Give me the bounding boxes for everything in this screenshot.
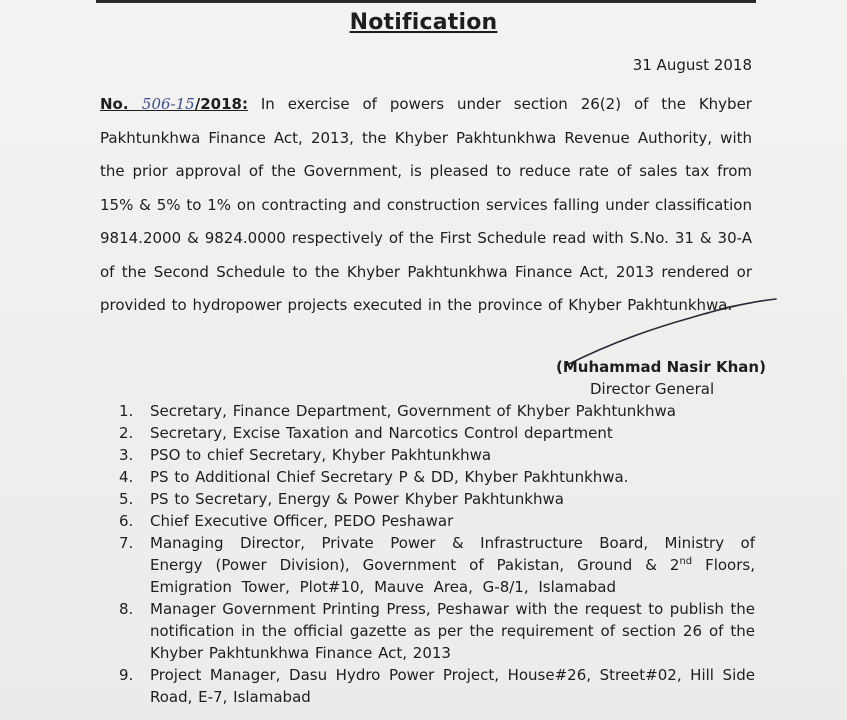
list-item <box>119 400 755 422</box>
superscript-suffix: nd <box>679 556 693 567</box>
document-title: Notification <box>349 10 498 35</box>
signer-designation: Director General <box>590 380 715 398</box>
list-item <box>119 488 755 510</box>
list-item <box>119 444 755 466</box>
list-item <box>119 532 755 598</box>
list-item-text: PS to Additional Chief Secretary P & DD, Khyber Pakhtunkhwa. <box>150 468 629 486</box>
notification-number <box>100 95 248 113</box>
notification-number-prefix: No. <box>100 95 129 113</box>
list-item <box>119 664 755 708</box>
list-item-text: Secretary, Finance Department, Government of Khyber Pakhtunkhwa <box>150 402 676 420</box>
list-item-number: 1. <box>119 402 134 420</box>
handwritten-number: 506-15 <box>141 95 195 113</box>
notification-text: In exercise of powers under section 26(2) of the Khyber Pakhtunkhwa Finance Act, 2013, the Khyber Pakhtunkhwa Revenue Authority, with the prior approval of the Government, is pleased to reduce rate of sales tax from 15% & 5% to 1% on contracting and construction services falling under classification 9814.2000 & 9824.0000 respectively of the First Schedule read with S.No. 31 & 30-A of the Second Schedule to the Khyber Pakhtunkhwa Finance Act, 2013 rendered or provided to hydropower projects executed in the province of Khyber Pakhtunkhwa. <box>100 95 752 314</box>
list-item-number: 8. <box>119 600 134 618</box>
signer-name: (Muhammad Nasir Khan) <box>556 358 766 376</box>
list-item-number: 5. <box>119 490 134 508</box>
list-item <box>119 422 755 444</box>
notification-number-suffix: /2018: <box>194 95 248 113</box>
list-item-text-continued: Floors, Emigration Tower, Plot#10, Mauve Area, G-8/1, Islamabad <box>150 556 755 596</box>
list-item-number: 9. <box>119 666 134 684</box>
list-item-text: Manager Government Printing Press, Peshawar with the request to publish the notification in the official gazette as per the requirement of section 26 of the Khyber Pakhtunkhwa Finance Act, 2013 <box>150 600 755 662</box>
document-date: 31 August 2018 <box>632 56 752 74</box>
list-item <box>119 466 755 488</box>
list-item-number: 4. <box>119 468 134 486</box>
notification-body <box>100 88 752 323</box>
list-item-text: Chief Executive Officer, PEDO Peshawar <box>150 512 454 530</box>
list-item-number: 3. <box>119 446 134 464</box>
list-item <box>119 510 755 532</box>
recipient-list <box>119 400 755 708</box>
list-item-text: Secretary, Excise Taxation and Narcotics Control department <box>150 424 613 442</box>
list-item-number: 6. <box>119 512 134 530</box>
list-item-text: Managing Director, Private Power & Infrastructure Board, Ministry of Energy (Power Division), Government of Pakistan, Ground & 2 <box>150 534 755 574</box>
top-border-line <box>96 0 756 3</box>
list-item-text: PS to Secretary, Energy & Power Khyber Pakhtunkhwa <box>150 490 564 508</box>
list-item-number: 7. <box>119 534 134 552</box>
list-item <box>119 598 755 664</box>
list-item-text: Project Manager, Dasu Hydro Power Project, House#26, Street#02, Hill Side Road, E-7, Islamabad <box>150 666 755 706</box>
list-item-number: 2. <box>119 424 134 442</box>
list-item-text: PSO to chief Secretary, Khyber Pakhtunkhwa <box>150 446 492 464</box>
